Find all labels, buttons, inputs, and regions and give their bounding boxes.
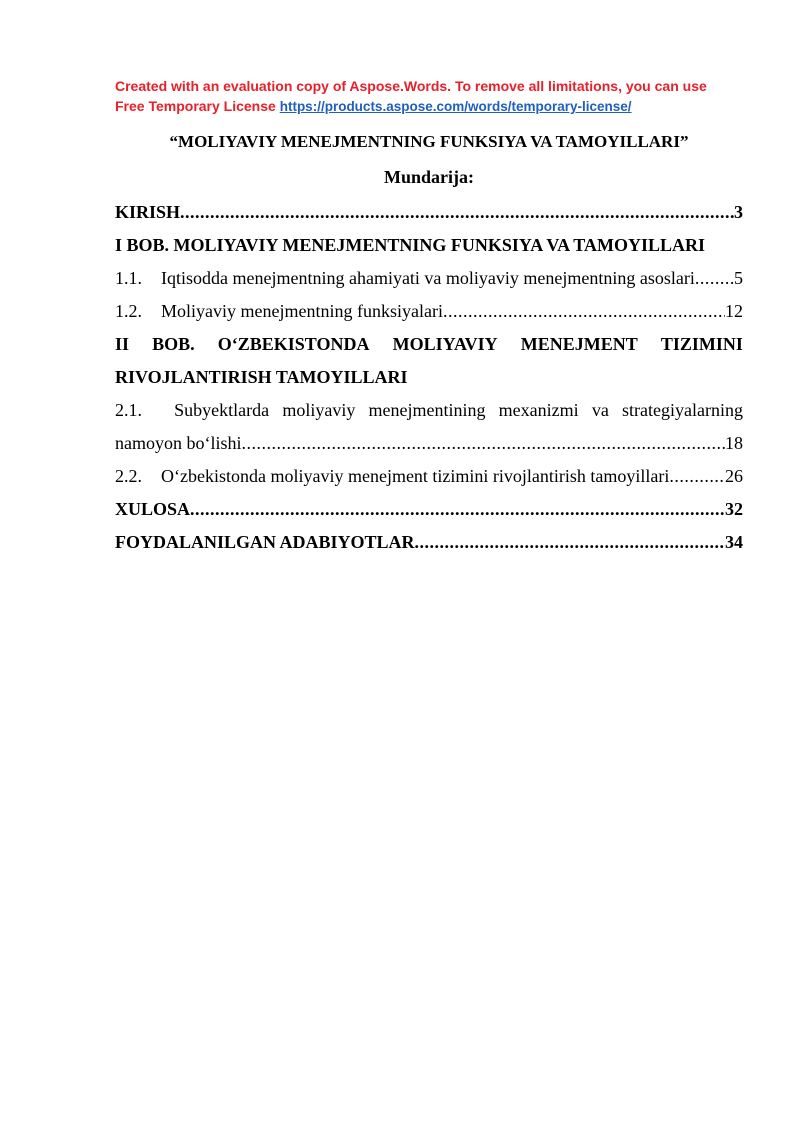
toc-word: Subyektlarda — [174, 400, 270, 420]
table-of-contents — [115, 196, 743, 559]
toc-heading: Mundarija: — [384, 167, 474, 187]
toc-word: MOLIYAVIY — [392, 334, 498, 354]
temporary-license-link[interactable]: https://products.aspose.com/words/temporary-license/ — [279, 99, 632, 114]
toc-word: moliyaviy — [282, 400, 356, 420]
toc-leader-dots — [180, 196, 734, 229]
toc-leader-dots — [242, 427, 726, 460]
toc-entry-2-1-line-1[interactable] — [115, 394, 743, 427]
toc-page-number: 34 — [725, 532, 743, 552]
toc-entry-number: 1.1. — [115, 268, 142, 288]
document-title: “MOLIYAVIY MENEJMENTNING FUNKSIYA VA TAMOYILLARI” — [169, 132, 689, 151]
toc-entry-text: O‘zbekistonda moliyaviy menejment tizimini rivojlantirish tamoyillari — [161, 466, 670, 486]
toc-page-number: 32 — [725, 499, 743, 519]
watermark-line-2 — [115, 96, 755, 117]
toc-page-number: 5 — [734, 268, 743, 288]
toc-chapter-1[interactable]: I BOB. MOLIYAVIY MENEJMENTNING FUNKSIYA VA TAMOYILLARI — [115, 235, 705, 255]
toc-entry-number: 1.2. — [115, 301, 142, 321]
toc-word: O‘ZBEKISTONDA — [217, 334, 370, 354]
toc-entry-1-1[interactable] — [115, 262, 743, 295]
toc-page-number: 12 — [725, 301, 743, 321]
toc-entry-text: Moliyaviy menejmentning funksiyalari — [161, 301, 443, 321]
toc-page-number: 18 — [725, 433, 743, 453]
toc-leader-dots — [415, 526, 725, 559]
toc-leader-dots — [695, 262, 734, 295]
toc-word: MENEJMENT — [520, 334, 638, 354]
toc-entry-text: namoyon bo‘lishi — [115, 433, 242, 453]
toc-word: va — [591, 400, 609, 420]
toc-chapter-2-line-1[interactable] — [115, 328, 743, 361]
toc-page-number: 26 — [725, 466, 743, 486]
toc-entry-xulosa[interactable] — [115, 493, 743, 526]
toc-entry-kirish[interactable] — [115, 196, 743, 229]
toc-word: TIZIMINI — [660, 334, 743, 354]
toc-entry-2-1-line-2[interactable] — [115, 427, 743, 460]
toc-entry-number: 2.2. — [115, 466, 142, 486]
toc-entry-text: XULOSA — [115, 499, 191, 519]
toc-word: menejmentining — [368, 400, 486, 420]
toc-entry-2-2[interactable] — [115, 460, 743, 493]
watermark-line-1: Created with an evaluation copy of Aspose.Words. To remove all limitations, you can use — [115, 78, 707, 94]
toc-entry-number: 2.1. — [115, 400, 142, 420]
toc-leader-dots — [190, 493, 725, 526]
toc-leader-dots — [669, 460, 725, 493]
toc-word: II — [115, 334, 130, 354]
toc-entry-text: Iqtisodda menejmentning ahamiyati va moliyaviy menejmentning asoslari — [161, 268, 695, 288]
toc-page-number: 3 — [734, 202, 743, 222]
toc-word: BOB. — [152, 334, 195, 354]
watermark-license-text: Free Temporary License — [115, 98, 276, 114]
toc-entry-adabiyotlar[interactable] — [115, 526, 743, 559]
toc-entry-text: FOYDALANILGAN ADABIYOTLAR — [115, 532, 415, 552]
toc-word: strategiyalarning — [621, 400, 743, 420]
toc-word: mexanizmi — [498, 400, 579, 420]
toc-entry-1-2[interactable] — [115, 295, 743, 328]
toc-leader-dots — [443, 295, 725, 328]
evaluation-watermark — [115, 76, 755, 117]
toc-chapter-2-line-2[interactable]: RIVOJLANTIRISH TAMOYILLARI — [115, 367, 408, 387]
toc-entry-text: KIRISH — [115, 202, 181, 222]
